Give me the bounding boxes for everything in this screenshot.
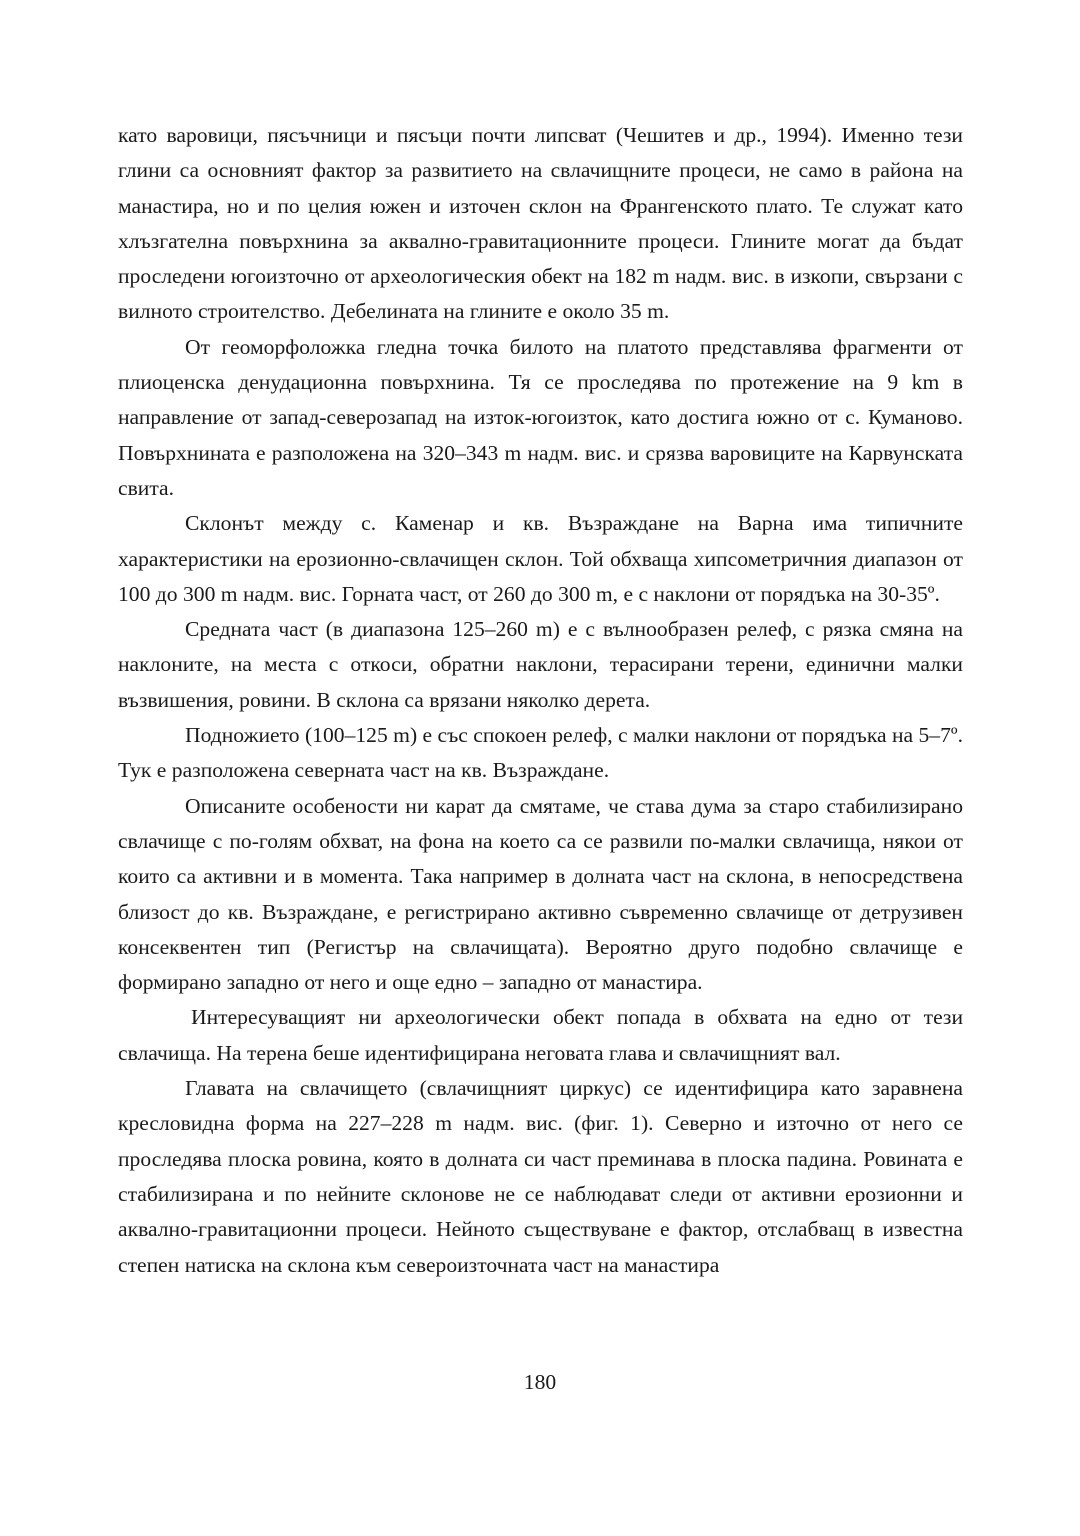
paragraph-landslide-description: Описаните особености ни карат да смятаме, че става дума за старо стабилизирано свлачище с по-голям обхват, на фона на което са се развили по-малки свлачища, някои от които са активни и в момента. Така например в долната част на склона, в непосредствена близост до кв. Възраждане, е регистрирано активно съвременно свлачище от детрузивен консеквентен тип (Регистър на свлачищата). Вероятно друго подобно свлачище е формирано западно от него и още едно – западно от манастира. xyxy=(118,793,963,995)
paragraph-geomorphology: От геоморфоложка гледна точка билото на платото представлява фрагменти от плиоценска денудационна повърхнина. Тя се проследява по протежение на 9 km в направление от запад-северозапад на изток-югоизток, като достига южно от с. Куманово. Повърхнината е разположена на 320–343 m надм. вис. и срязва варовиците на Карвунската свита. xyxy=(118,334,963,500)
paragraph-archaeological-site: Интересуващият ни археологически обект попада в обхвата на едно от тези свлачища. На терена беше идентифицирана неговата глава и свлачищният вал. xyxy=(118,1005,963,1065)
body-text xyxy=(118,118,963,1283)
paragraph-slope: Склонът между с. Каменар и кв. Възраждане на Варна има типичните характеристики на ерозионно-свлачищен склон. Той обхваща хипсометричния диапазон от 100 до 300 m надм. вис. Горната част, от 260 до 300 m, е с наклони от порядъка на 30-35º. xyxy=(118,511,963,606)
paragraph-continuation: като варовици, пясъчници и пясъци почти липсват (Чешитев и др., 1994). Именно тези глини са основният фактор за развитието на свлачищните процеси, не само в района на манастира, но и по целия южен и източен склон на Франгенското плато. Те служат като хлъзгателна повърхнина за аквално-гравитационните процеси. Глините могат да бъдат проследени югоизточно от археологическия обект на 182 m надм. вис. в изкопи, свързани с вилното строителство. Дебелината на глините е около 35 m. xyxy=(118,123,963,324)
paragraph-landslide-head: Главата на свлачището (свлачищният циркус) се идентифицира като заравнена кресловидна форма на 227–228 m надм. вис. (фиг. 1). Северно и източно от него се проследява плоска ровина, която в долната си част преминава в плоска падина. Ровината е стабилизирана и по нейните склонове не се наблюдават следи от активни ерозионни и аквално-гравитационни процеси. Нейното съществуване е фактор, отслабващ в известна степен натиска на склона към североизточната част на манастира xyxy=(118,1076,963,1277)
page-number: 180 xyxy=(523,1370,557,1394)
paragraph-foot: Подножието (100–125 m) е със спокоен релеф, с малки наклони от порядъка на 5–7º. Тук е разположена северната част на кв. Възраждане. xyxy=(118,723,963,783)
paragraph-middle-part: Средната част (в диапазона 125–260 m) е с вълнообразен релеф, с рязка смяна на наклоните, на места с откоси, обратни наклони, терасирани терени, единични малки възвишения, ровини. В склона са врязани няколко дерета. xyxy=(118,617,963,712)
